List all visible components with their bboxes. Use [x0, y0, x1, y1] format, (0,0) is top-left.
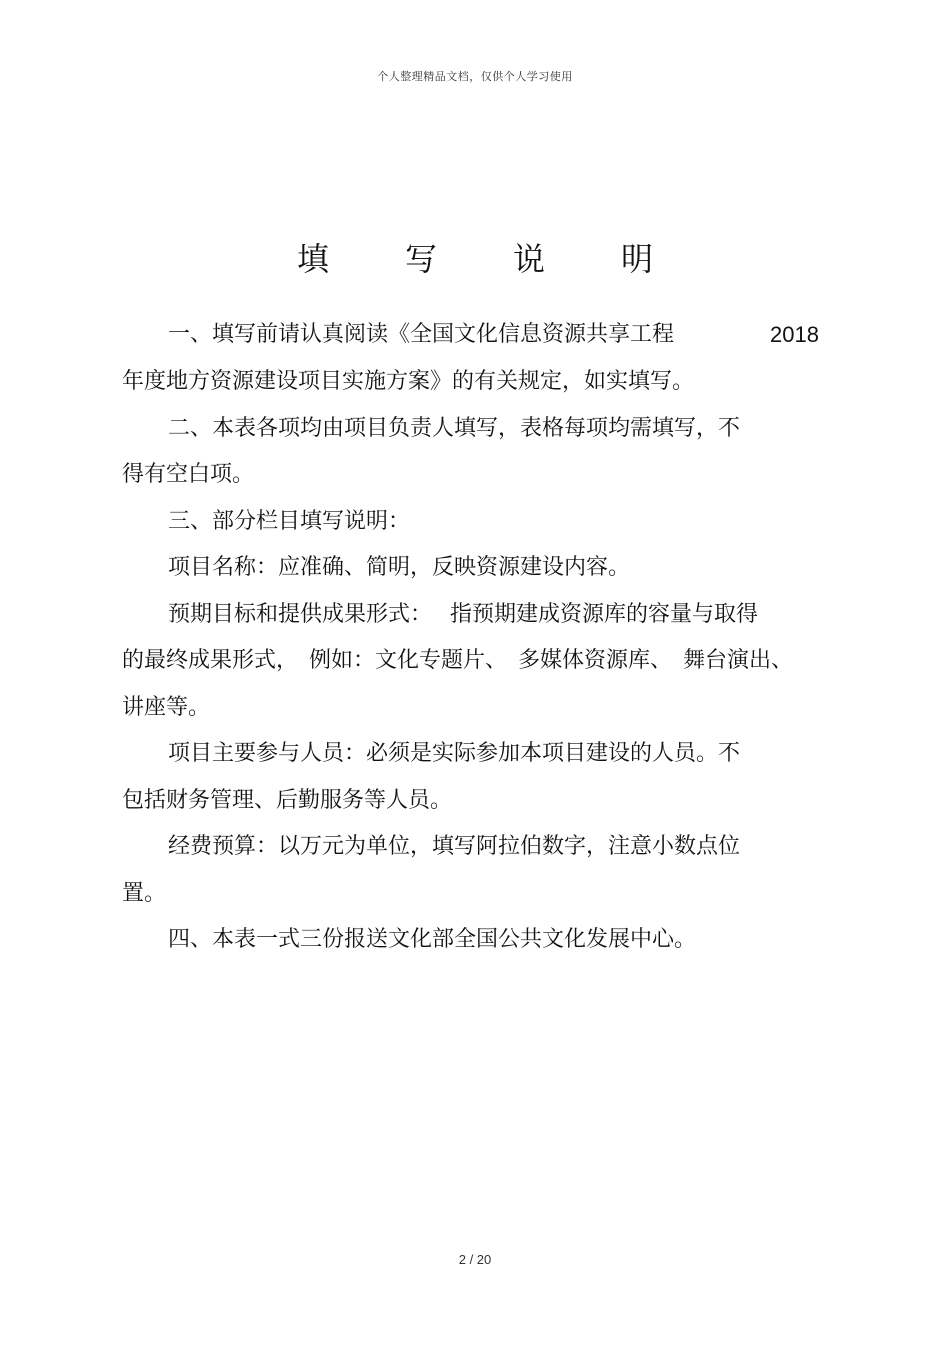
instruction-line: 二、本表各项均由项目负责人填写，表格每项均需填写，不 [168, 416, 741, 441]
instruction-line: 年度地方资源建设项目实施方案》的有关规定，如实填写。 [122, 369, 695, 394]
instruction-line: 项目名称：应准确、简明，反映资源建设内容。 [168, 555, 631, 580]
instruction-line: 置。 [122, 881, 167, 906]
instruction-line: 讲座等。 [122, 695, 211, 720]
instruction-line: 经费预算：以万元为单位，填写阿拉伯数字，注意小数点位 [168, 834, 741, 859]
title-char: 填 [296, 240, 329, 278]
year-number: 2018 [770, 322, 819, 347]
instruction-line: 项目主要参与人员：必须是实际参加本项目建设的人员。不 [168, 741, 741, 766]
instruction-line: 一、填写前请认真阅读《全国文化信息资源共享工程 [168, 322, 675, 347]
instruction-line: 三、部分栏目填写说明： [168, 509, 411, 534]
title-char: 明 [621, 240, 654, 278]
header-note: 个人整理精品文档，仅供个人学习使用 [377, 70, 573, 83]
page-number: 2 / 20 [458, 1252, 492, 1267]
instruction-line: 的最终成果形式， 例如：文化专题片、 多媒体资源库、 舞台演出、 [122, 648, 794, 673]
title-char: 说 [513, 240, 546, 278]
instruction-line: 四、本表一式三份报送文化部全国公共文化发展中心。 [168, 927, 697, 952]
title-char: 写 [404, 240, 437, 278]
instruction-line: 得有空白项。 [122, 462, 255, 487]
page-title [0, 234, 950, 280]
instruction-line: 包括财务管理、后勤服务等人员。 [122, 788, 453, 813]
instruction-line: 预期目标和提供成果形式： 指预期建成资源库的容量与取得 [168, 602, 758, 627]
